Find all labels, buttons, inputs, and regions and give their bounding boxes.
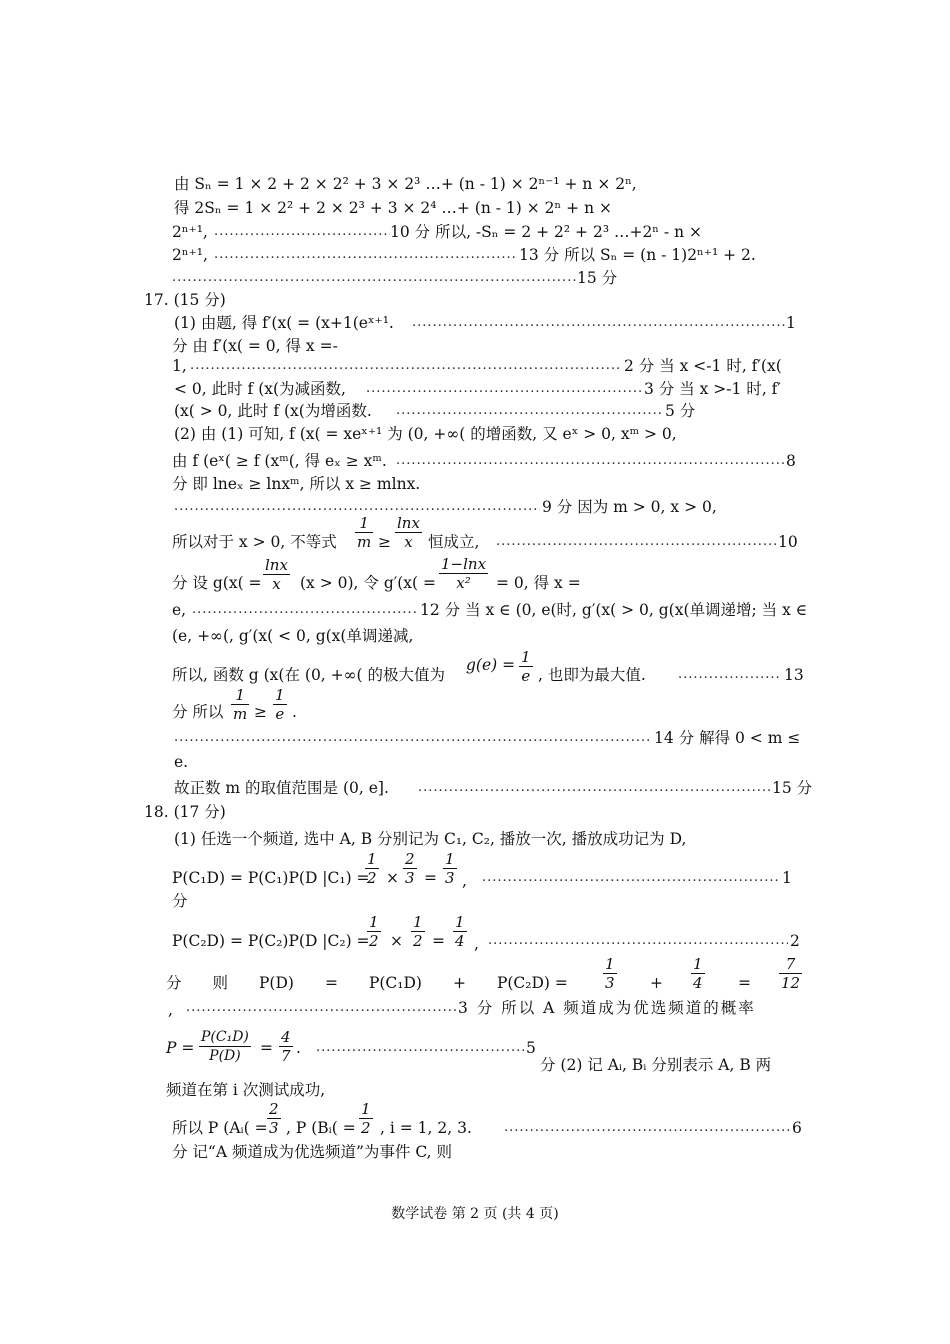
text-line: 恒成立, xyxy=(428,533,480,551)
text-line: 故正数 m 的取值范围是 (0, e]. xyxy=(174,779,389,797)
dot-leader xyxy=(482,868,780,888)
dot-leader xyxy=(488,931,788,951)
text-line: P(C₂D) = P(C₂)P(D |C₂) = xyxy=(172,932,370,950)
dot-leader xyxy=(214,245,518,265)
text-line: 分 所以 xyxy=(172,703,224,721)
fraction-one-over-two xyxy=(365,850,379,887)
denominator: 7 xyxy=(281,1047,291,1065)
text-line: = 0, 得 x = xyxy=(496,574,581,592)
text-line: 2ⁿ⁺¹, xyxy=(172,246,208,264)
equals-sign: = xyxy=(424,869,437,887)
ge-sign: ≥ xyxy=(378,533,391,551)
comma: , xyxy=(168,1001,173,1019)
fraction-two-over-three xyxy=(403,850,417,887)
times-sign: × xyxy=(386,869,399,887)
numerator: 1 xyxy=(275,686,285,704)
fraction-one-over-four xyxy=(691,955,705,992)
text-line: e. xyxy=(174,753,189,771)
times-sign: × xyxy=(390,932,403,950)
fraction-one-over-three xyxy=(443,850,457,887)
denominator: 2 xyxy=(361,1119,371,1137)
score-mark: 8 xyxy=(786,452,796,470)
period: . xyxy=(296,1039,301,1057)
text-line: 3 分 所以 A 频道成为优选频道的概率 xyxy=(458,999,756,1017)
numerator: lnx xyxy=(265,556,288,574)
dot-leader xyxy=(418,778,770,798)
text-line: P(C₁D) = P(C₁)P(D |C₁) = xyxy=(172,869,370,887)
fraction-one-over-e xyxy=(273,686,287,723)
numerator: 2 xyxy=(269,1100,279,1118)
denominator: 4 xyxy=(693,974,703,992)
comma: , xyxy=(462,872,467,890)
dot-leader xyxy=(496,532,776,552)
text-line: e, xyxy=(172,601,187,619)
score-mark: 6 xyxy=(792,1119,802,1137)
text-line: 所以, 函数 g (x(在 (0, +∞( 的极大值为 xyxy=(172,666,446,684)
score-mark: 1 xyxy=(786,314,796,332)
g-e-label: g(e) = xyxy=(466,656,516,674)
denominator: 2 xyxy=(413,932,423,950)
comma: , xyxy=(474,935,479,953)
text-line: 分 (2) 记 Aᵢ, Bᵢ 分别表示 A, B 两 xyxy=(540,1056,772,1074)
text-line: 分 设 g(x( = xyxy=(172,574,262,592)
dot-leader xyxy=(192,600,418,620)
fraction-lnx-over-x xyxy=(263,556,290,593)
text-line: 分 由 f′(x( = 0, 得 x =- xyxy=(172,337,338,355)
text-fragment: , i = 1, 2, 3. xyxy=(380,1119,472,1137)
text-line: 由 f (eˣ( ≥ f (xᵐ(, 得 eₓ ≥ xᵐ. xyxy=(172,452,387,470)
denominator: x xyxy=(404,533,413,551)
text-line: (e, +∞(, g′(x( < 0, g(x(单调递减, xyxy=(172,627,414,645)
text-line: (1) 任选一个频道, 选中 A, B 分别记为 C₁, C₂, 播放一次, 播放成功记为 D, xyxy=(174,830,687,848)
dot-leader xyxy=(214,222,390,242)
text-line: 1, xyxy=(172,357,187,375)
text-line: 12 分 当 x ∈ (0, e(时, g′(x( > 0, g(x(单调递增; 当 x ∈ xyxy=(420,601,808,619)
text-line: 15 分 xyxy=(577,269,618,287)
text-line: 分 即 lneₓ ≥ lnxᵐ, 所以 x ≥ mlnx. xyxy=(172,475,421,493)
score-mark: 5 xyxy=(526,1039,536,1057)
fraction-seven-over-twelve xyxy=(779,955,802,992)
numerator: 1−lnx xyxy=(441,555,487,573)
fraction-one-over-two xyxy=(359,1100,373,1137)
numerator: 1 xyxy=(413,913,423,931)
denominator: 3 xyxy=(405,869,415,887)
numerator: 1 xyxy=(367,850,377,868)
period: . xyxy=(292,703,297,721)
score-mark: 1 xyxy=(782,869,792,887)
text-line: (x > 0), 令 g′(x( = xyxy=(300,574,437,592)
dot-leader xyxy=(190,356,622,376)
denominator: 2 xyxy=(369,932,379,950)
numerator: 2 xyxy=(405,850,415,868)
dot-leader xyxy=(172,268,576,288)
equals-sign: = xyxy=(260,1039,273,1057)
equals-sign: = xyxy=(738,974,751,992)
question-heading: 18. (17 分) xyxy=(144,803,226,821)
numerator: 7 xyxy=(779,955,802,974)
plus-sign: + xyxy=(650,974,663,992)
text-line: 5 分 xyxy=(665,402,696,420)
denominator: 3 xyxy=(445,869,455,887)
text-line: 13 分 所以 Sₙ = (n - 1)2ⁿ⁺¹ + 2. xyxy=(519,246,756,264)
text-line: 所以 P (Aᵢ( = xyxy=(172,1119,268,1137)
dot-leader xyxy=(678,665,782,685)
text-line: (2) 由 (1) 可知, f (x( = xeˣ⁺¹ 为 (0, +∞( 的增函数, 又 eˣ > 0, xᵐ > 0, xyxy=(174,425,677,443)
text-line: 10 分 所以, -Sₙ = 2 + 2² + 2³ …+2ⁿ - n × xyxy=(390,223,702,241)
numerator: 1 xyxy=(693,955,703,973)
p-label: P = xyxy=(166,1039,195,1057)
denominator: 4 xyxy=(455,932,465,950)
question-heading: 17. (15 分) xyxy=(144,291,226,309)
fraction-one-over-e xyxy=(519,648,533,685)
text-line: < 0, 此时 f (x(为减函数, xyxy=(174,380,346,398)
denominator: 3 xyxy=(605,974,615,992)
dot-leader xyxy=(504,1118,790,1138)
fraction-one-over-two xyxy=(411,913,425,950)
text-line: 14 分 解得 0 < m ≤ xyxy=(654,729,801,747)
text-line: 分 记“A 频道成为优选频道”为事件 C, 则 xyxy=(172,1143,452,1161)
numerator: 1 xyxy=(455,913,465,931)
score-mark: 2 xyxy=(790,932,800,950)
denominator: 12 xyxy=(781,974,801,992)
numerator: 1 xyxy=(605,955,615,973)
fraction-p-c1d-over-p-d xyxy=(199,1028,251,1065)
text-fragment: , P (Bᵢ( = xyxy=(286,1119,356,1137)
fraction-one-over-m xyxy=(231,686,249,723)
text-line: (1) 由题, 得 f′(x( = (x+1(eˣ⁺¹. xyxy=(174,314,394,332)
text-line: 分 xyxy=(172,892,188,910)
numerator: 1 xyxy=(445,850,455,868)
fraction-one-over-three xyxy=(603,955,617,992)
equals-sign: = xyxy=(432,932,445,950)
fraction-one-over-two xyxy=(367,913,381,950)
text-line: 15 分 xyxy=(772,779,813,797)
fraction-one-over-four xyxy=(453,913,467,950)
denominator: e xyxy=(521,667,531,685)
text-line: 由 Sₙ = 1 × 2 + 2 × 2² + 3 × 2³ …+ (n - 1) × 2ⁿ⁻¹ + n × 2ⁿ, xyxy=(174,175,637,193)
numerator: 1 xyxy=(361,1100,371,1118)
page-footer: 数学试卷 第 2 页 (共 4 页) xyxy=(391,1206,559,1222)
dot-leader xyxy=(186,998,456,1018)
numerator: 4 xyxy=(281,1028,291,1046)
denominator: P(D) xyxy=(209,1048,241,1064)
denominator: 2 xyxy=(367,869,377,887)
numerator: 1 xyxy=(521,648,531,666)
denominator: x² xyxy=(456,574,471,592)
text-line: 2 分 当 x <-1 时, f′(x( xyxy=(624,357,782,375)
fraction-two-over-three xyxy=(267,1100,281,1137)
text-line: 9 分 因为 m > 0, x > 0, xyxy=(542,498,717,516)
denominator: 3 xyxy=(269,1119,279,1137)
dot-leader xyxy=(396,401,664,421)
fraction-four-over-seven xyxy=(279,1028,293,1065)
score-mark: 13 xyxy=(784,666,804,684)
text-line: 2ⁿ⁺¹, xyxy=(172,223,208,241)
dot-leader xyxy=(412,313,786,333)
text-line: 频道在第 i 次测试成功, xyxy=(166,1081,326,1099)
dot-leader xyxy=(316,1038,524,1058)
denominator: e xyxy=(275,705,285,723)
dot-leader xyxy=(174,728,652,748)
dot-leader xyxy=(366,379,642,399)
score-mark: 10 xyxy=(778,533,798,551)
dot-leader xyxy=(396,451,786,471)
denominator: m xyxy=(357,533,372,551)
fraction-lnx-over-x xyxy=(395,514,422,551)
numerator: lnx xyxy=(397,514,420,532)
fraction-derivative xyxy=(439,555,488,592)
text-line: , 也即为最大值. xyxy=(538,666,646,684)
ge-sign: ≥ xyxy=(254,703,267,721)
denominator: m xyxy=(233,705,248,723)
text-line: 3 分 当 x >-1 时, f′ xyxy=(644,380,781,398)
numerator: 1 xyxy=(369,913,379,931)
text-line: 所以对于 x > 0, 不等式 xyxy=(172,533,337,551)
text-line: (x( > 0, 此时 f (x(为增函数. xyxy=(174,402,372,420)
fraction-one-over-m xyxy=(355,514,373,551)
denominator: x xyxy=(272,575,281,593)
numerator: 1 xyxy=(355,514,373,533)
text-line: 分 则 P(D) = P(C₁D) + P(C₂D) = xyxy=(166,974,568,992)
numerator: 1 xyxy=(231,686,249,705)
numerator: P(C₁D) xyxy=(201,1029,249,1045)
text-line: 得 2Sₙ = 1 × 2² + 2 × 2³ + 3 × 2⁴ …+ (n - 1) × 2ⁿ + n × xyxy=(174,199,612,217)
